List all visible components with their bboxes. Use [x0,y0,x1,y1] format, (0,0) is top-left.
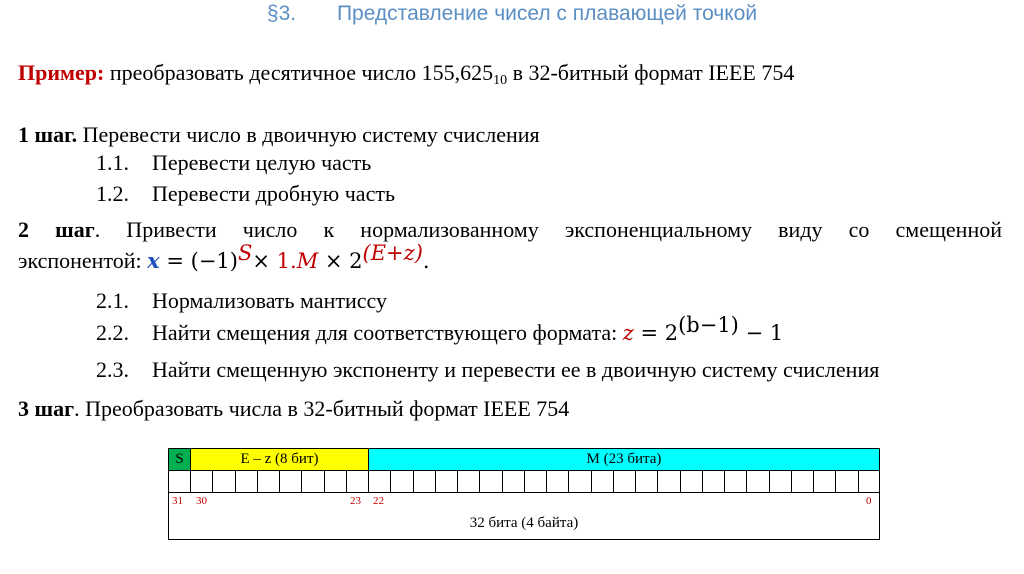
bit-cell [413,470,436,493]
bit-cell [746,470,769,493]
bit-cell [635,470,658,493]
field-exponent [190,448,369,471]
total-bits-label: 32 бита (4 байта) [469,515,579,531]
bit-cell [257,470,280,493]
bit-cell [702,470,725,493]
step2-line2 [18,241,430,274]
step3-label: 3 шаг [18,396,75,421]
bit-cell [368,470,391,493]
bit-cell [858,470,880,493]
bit-cell [546,470,569,493]
bit-cell [813,470,836,493]
substep-text: Перевести дробную часть [152,181,395,206]
index-0: 0 [866,495,872,507]
slide-title [0,2,1024,26]
substep-2-1 [96,288,387,314]
formula-s: S [237,241,253,265]
field-sign-label: S [175,451,184,467]
substep-number: 1.2. [96,181,129,206]
bit-cell [279,470,302,493]
bit-cell [212,470,235,493]
bit-cell [168,470,191,493]
substep-number: 2.3. [96,357,129,382]
bit-cells-row [168,470,880,493]
formula-z-exp: (b−1) [678,313,739,337]
step2-text-line1: . Привести число к нормализованному экспоненциальному виду со смещенной [94,217,1002,242]
step1-text: Перевести число в двоичную систему счисления [77,122,540,147]
bit-cell [479,470,502,493]
example-text-before: преобразовать десятичное число 155,625 [104,60,494,85]
formula-times2: × 2 [318,249,363,273]
bit-cell [190,470,213,493]
formula-m: M [296,249,319,273]
step2-line1 [18,217,1002,243]
bit-cell [613,470,636,493]
substep-text: Найти смещенную экспоненту и перевести ее в двоичную систему счисления [152,357,880,382]
step1-label: 1 шаг. [18,122,78,147]
formula-z-tail: − 1 [738,321,784,345]
bit-cell [390,470,413,493]
section-title: Представление чисел с плавающей точкой [336,2,758,25]
bit-cell [435,470,458,493]
index-31: 31 [172,495,183,507]
step3-text: . Преобразовать числа в 32-битный формат IEEE 754 [74,396,570,421]
index-30: 30 [196,495,207,507]
bit-cell [769,470,792,493]
substep-number: 2.1. [96,288,129,313]
formula-one: 1. [276,249,297,273]
formula-exp: (E+z) [362,241,423,265]
substep-number: 1.1. [96,150,129,175]
bit-cell [591,470,614,493]
bit-cell [657,470,680,493]
substep-2-2 [96,313,784,346]
bit-cell [791,470,814,493]
bit-cell [346,470,369,493]
index-23: 23 [350,495,361,507]
formula-z: z [622,321,634,345]
bit-cell [301,470,324,493]
bit-cell [502,470,525,493]
field-sign [168,448,191,471]
bit-cell [324,470,347,493]
step1-line [18,122,540,148]
substep-text: Перевести целую часть [152,150,372,175]
step3-line [18,396,569,422]
substep-text: Нормализовать мантиссу [152,288,387,313]
substep-number: 2.2. [96,320,129,345]
bit-cell [524,470,547,493]
index-22: 22 [373,495,384,507]
formula-end: . [422,249,430,273]
field-mantissa [368,448,880,471]
bit-cell [568,470,591,493]
bit-cell [680,470,703,493]
substep-2-3 [96,357,879,383]
step2-text-line2: экспонентой: [18,248,148,273]
substep-1-1 [96,150,371,176]
formula-eq: = (−1) [159,249,238,273]
field-mantissa-label: M (23 бита) [586,451,662,467]
field-exponent-label: E – z (8 бит) [240,451,319,467]
bit-cell [724,470,747,493]
substep-text: Найти смещения для соответствующего формата: [152,320,623,345]
bit-cell [835,470,858,493]
formula-times1: × [252,249,277,273]
bit-cell [235,470,258,493]
step2-label: 2 шаг [18,217,95,242]
example-text-after: в 32-битный формат IEEE 754 [507,60,795,85]
ieee754-bit-table [168,448,880,540]
example-line [18,60,794,86]
section-number: §3. [266,2,297,25]
number-base: 10 [493,73,508,88]
substep-1-2 [96,181,395,207]
bit-cell [457,470,480,493]
formula-z-eq: = 2 [633,321,679,345]
formula-x: x [147,248,160,273]
example-label: Пример: [18,60,105,85]
